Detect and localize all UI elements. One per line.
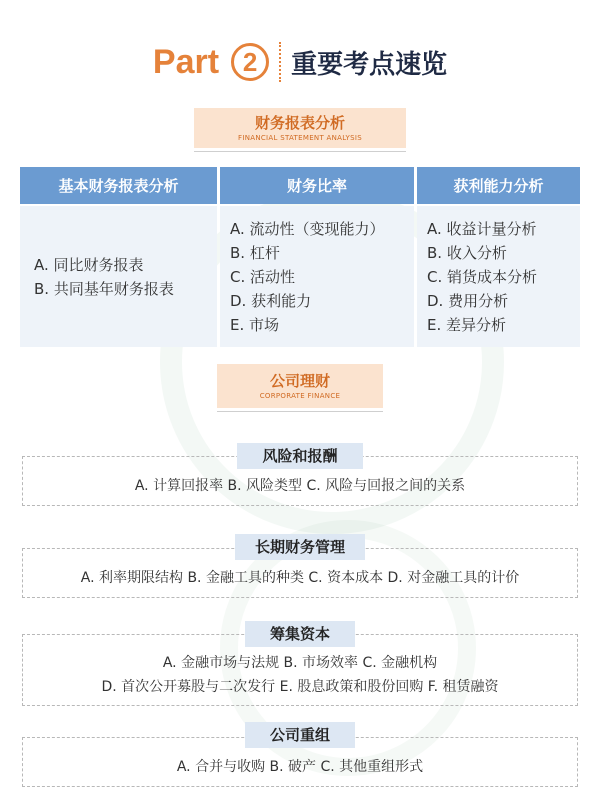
- topic-line: A. 金融市场与法规 B. 市场效率 C. 金融机构: [162, 655, 438, 671]
- topic-line: A. 利率期限结构 B. 金融工具的种类 C. 资本成本 D. 对金融工具的计价: [80, 570, 520, 586]
- list-item: D. 费用分析: [427, 291, 509, 310]
- column-body: [417, 206, 580, 347]
- section-tag-financial-analysis: [194, 108, 406, 148]
- list-item: D. 获利能力: [230, 291, 312, 310]
- table-column: [417, 167, 580, 347]
- section-title-en: CORPORATE FINANCE: [259, 392, 341, 400]
- list-item: C. 活动性: [230, 267, 296, 286]
- section-tag-corporate-finance: [217, 364, 383, 408]
- column-header: 获利能力分析: [417, 167, 580, 204]
- dotted-divider: [279, 42, 283, 82]
- list-item: A. 收益计量分析: [427, 219, 537, 238]
- divider: [217, 411, 383, 412]
- part-header: [0, 34, 600, 90]
- section-title-cn: 公司理财: [269, 372, 330, 390]
- part-number-badge: [219, 42, 291, 82]
- part-number: 2: [231, 43, 269, 81]
- list-item: E. 市场: [230, 315, 280, 334]
- topic-tag: 筹集资本: [245, 621, 355, 647]
- list-item: C. 销货成本分析: [427, 267, 538, 286]
- section-title-en: FINANCIAL STATEMENT ANALYSIS: [238, 134, 362, 142]
- topic-line: A. 合并与收购 B. 破产 C. 其他重组形式: [176, 759, 424, 775]
- divider: [194, 151, 406, 152]
- section-title-cn: 财务报表分析: [254, 114, 345, 132]
- list-item: B. 共同基年财务报表: [34, 279, 174, 298]
- topic-tag: 风险和报酬: [237, 443, 363, 469]
- table-column: [20, 167, 217, 347]
- list-item: A. 流动性（变现能力）: [230, 219, 385, 238]
- list-item: E. 差异分析: [427, 315, 507, 334]
- column-header: 基本财务报表分析: [20, 167, 217, 204]
- column-header: 财务比率: [220, 167, 414, 204]
- topic-tag: 长期财务管理: [235, 534, 365, 560]
- topic-line: A. 计算回报率 B. 风险类型 C. 风险与回报之间的关系: [134, 478, 466, 494]
- topic-line: D. 首次公开募股与二次发行 E. 股息政策和股份回购 F. 租赁融资: [101, 679, 499, 695]
- list-item: B. 杠杆: [230, 243, 280, 262]
- part-label: Part: [152, 42, 220, 81]
- topic-tag: 公司重组: [245, 722, 355, 748]
- list-item: B. 收入分析: [427, 243, 507, 262]
- financial-analysis-table: [20, 167, 580, 347]
- page-title: 重要考点速览: [291, 49, 448, 80]
- column-body: [220, 206, 414, 347]
- table-column: [220, 167, 414, 347]
- list-item: A. 同比财务报表: [34, 255, 144, 274]
- column-body: [20, 206, 217, 347]
